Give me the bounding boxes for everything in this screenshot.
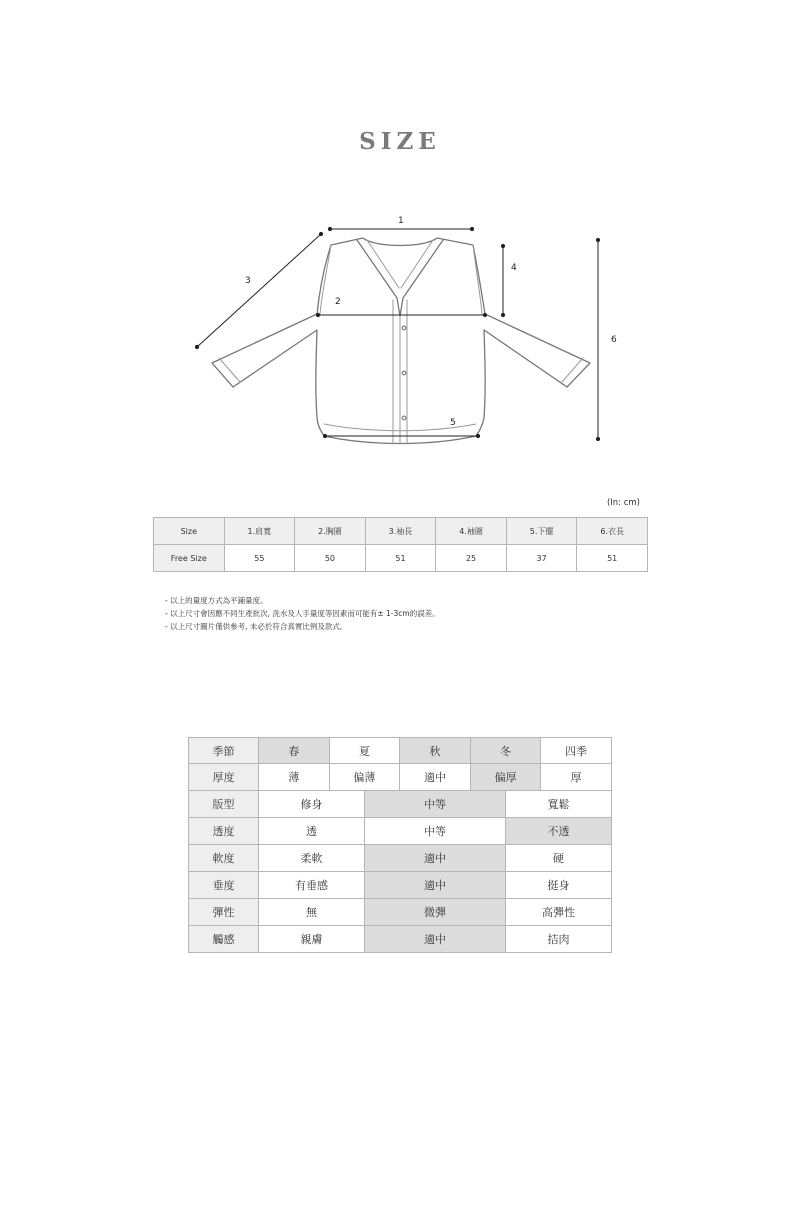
row-label: 垂度 xyxy=(188,872,259,899)
row-label: 軟度 xyxy=(188,845,259,872)
row-thickness xyxy=(188,764,612,791)
right-cuff xyxy=(562,358,583,382)
label-2: 2 xyxy=(335,297,341,307)
size-table xyxy=(153,517,648,572)
option-cell: 柔軟 xyxy=(259,845,365,872)
fabric-table xyxy=(188,737,612,953)
option-cell: 親膚 xyxy=(259,926,365,953)
value-hem: 37 xyxy=(506,545,577,572)
label-4: 4 xyxy=(511,263,517,273)
option-cell: 有垂感 xyxy=(259,872,365,899)
label-1: 1 xyxy=(398,216,404,226)
option-cell: 春 xyxy=(259,737,330,764)
option-cell: 適中 xyxy=(365,872,506,899)
sleeve-measure xyxy=(197,234,321,347)
option-cell: 挺身 xyxy=(506,872,612,899)
label-5: 5 xyxy=(450,418,456,428)
size-table-header-row xyxy=(154,518,648,545)
option-cell: 修身 xyxy=(259,791,365,818)
header-length: 6.衣長 xyxy=(577,518,648,545)
value-armhole: 25 xyxy=(436,545,507,572)
header-sleeve: 3.袖長 xyxy=(365,518,436,545)
unit-note: (In: cm) xyxy=(606,498,640,508)
header-hem: 5.下擺 xyxy=(506,518,577,545)
option-cell: 中等 xyxy=(365,791,506,818)
note-item: - 以上尺寸圖片僅供參考, 未必於符合真實比例及款式。 xyxy=(165,622,348,631)
option-cell: 無 xyxy=(259,899,365,926)
option-cell: 薄 xyxy=(259,764,330,791)
option-cell: 寬鬆 xyxy=(506,791,612,818)
row-drape xyxy=(188,872,612,899)
value-chest: 50 xyxy=(295,545,366,572)
label-6: 6 xyxy=(611,335,617,345)
option-cell: 偏厚 xyxy=(471,764,542,791)
note-item: - 以上的量度方式為平鋪量度。 xyxy=(165,596,268,605)
row-label: 透度 xyxy=(188,818,259,845)
row-elasticity xyxy=(188,899,612,926)
header-shoulder: 1.肩寬 xyxy=(224,518,295,545)
option-cell: 適中 xyxy=(400,764,471,791)
value-shoulder: 55 xyxy=(224,545,295,572)
row-season xyxy=(188,737,612,764)
value-sleeve: 51 xyxy=(365,545,436,572)
row-fit xyxy=(188,791,612,818)
cardigan-outline xyxy=(212,238,590,444)
option-cell: 厚 xyxy=(541,764,612,791)
value-length: 51 xyxy=(577,545,648,572)
row-softness xyxy=(188,845,612,872)
option-cell: 不透 xyxy=(506,818,612,845)
option-cell: 偏薄 xyxy=(330,764,401,791)
header-size: Size xyxy=(154,518,225,545)
left-cuff xyxy=(219,358,240,382)
garment-diagram xyxy=(0,205,800,465)
note-item: - 以上尺寸會因應不同生產批次, 洗水及人手量度等因素而可能有± 1-3cm的誤差。 xyxy=(165,609,440,618)
option-cell: 高彈性 xyxy=(506,899,612,926)
option-cell: 適中 xyxy=(365,926,506,953)
notes xyxy=(165,594,440,633)
header-armhole: 4.袖圍 xyxy=(436,518,507,545)
option-cell: 微彈 xyxy=(365,899,506,926)
option-cell: 透 xyxy=(259,818,365,845)
label-3: 3 xyxy=(245,276,251,286)
row-touch xyxy=(188,926,612,953)
page-title: SIZE xyxy=(359,128,441,155)
option-cell: 適中 xyxy=(365,845,506,872)
option-cell: 中等 xyxy=(365,818,506,845)
neckline xyxy=(357,240,443,316)
row-label: 季節 xyxy=(188,737,259,764)
row-label: 觸感 xyxy=(188,926,259,953)
row-label: 彈性 xyxy=(188,899,259,926)
option-cell: 夏 xyxy=(330,737,401,764)
row-label: 版型 xyxy=(188,791,259,818)
option-cell: 硬 xyxy=(506,845,612,872)
header-chest: 2.胸圍 xyxy=(295,518,366,545)
option-cell: 拮肉 xyxy=(506,926,612,953)
row-transparency xyxy=(188,818,612,845)
option-cell: 四季 xyxy=(541,737,612,764)
option-cell: 冬 xyxy=(471,737,542,764)
size-name: Free Size xyxy=(154,545,225,572)
row-label: 厚度 xyxy=(188,764,259,791)
table-row xyxy=(154,545,648,572)
option-cell: 秋 xyxy=(400,737,471,764)
